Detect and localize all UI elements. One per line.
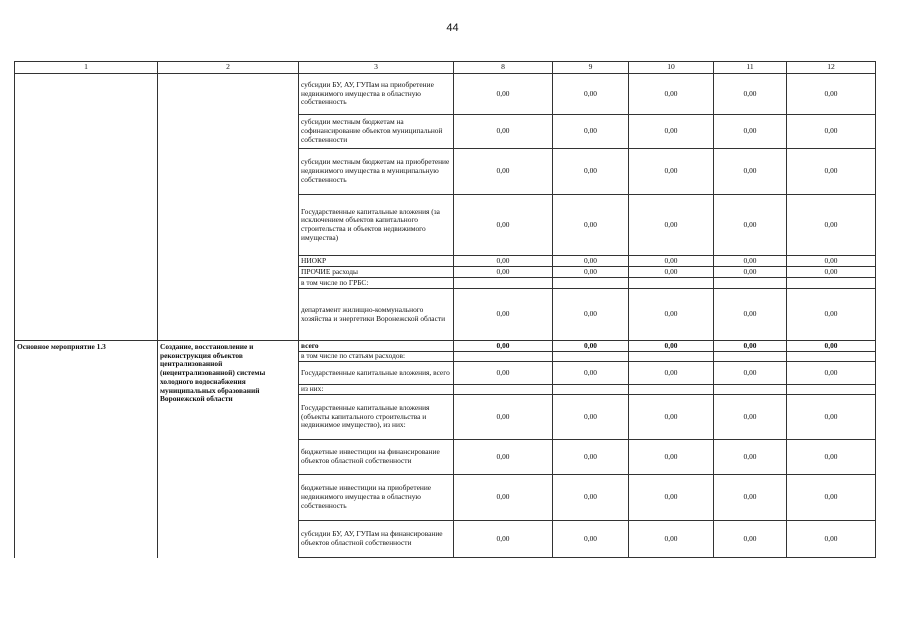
value-cell: 0,00 bbox=[714, 475, 787, 521]
value-cell: 0,00 bbox=[787, 475, 876, 521]
value-cell: 0,00 bbox=[629, 74, 714, 115]
value-cell: 0,00 bbox=[629, 149, 714, 195]
measure-cell-continued bbox=[15, 74, 158, 341]
value-cell: 0,00 bbox=[629, 256, 714, 267]
value-cell: 0,00 bbox=[629, 475, 714, 521]
budget-table bbox=[14, 61, 876, 558]
value-cell: 0,00 bbox=[454, 195, 553, 256]
value-cell: 0,00 bbox=[454, 267, 553, 278]
value-cell: 0,00 bbox=[553, 195, 629, 256]
value-cell bbox=[553, 385, 629, 395]
value-cell: 0,00 bbox=[454, 362, 553, 385]
value-cell: 0,00 bbox=[454, 115, 553, 149]
value-cell: 0,00 bbox=[553, 521, 629, 558]
value-cell: 0,00 bbox=[553, 341, 629, 352]
value-cell: 0,00 bbox=[787, 440, 876, 475]
value-cell: 0,00 bbox=[629, 115, 714, 149]
value-cell: 0,00 bbox=[787, 267, 876, 278]
value-cell: 0,00 bbox=[714, 195, 787, 256]
value-cell: 0,00 bbox=[629, 341, 714, 352]
value-cell bbox=[553, 278, 629, 289]
row-label: Государственные капитальные вложения (объекты капитального строительства и недвижимое имущество), из них: bbox=[299, 395, 454, 440]
value-cell bbox=[454, 385, 553, 395]
value-cell: 0,00 bbox=[553, 362, 629, 385]
row-label: департамент жилищно-коммунального хозяйства и энергетики Воронежской области bbox=[299, 289, 454, 341]
table-row bbox=[15, 74, 876, 115]
column-header: 12 bbox=[787, 62, 876, 74]
value-cell: 0,00 bbox=[787, 149, 876, 195]
row-label: НИОКР bbox=[299, 256, 454, 267]
value-cell bbox=[714, 385, 787, 395]
row-label: бюджетные инвестиции на приобретение недвижимого имущества в областную собственность bbox=[299, 475, 454, 521]
row-label: всего bbox=[299, 341, 454, 352]
row-label: бюджетные инвестиции на финансирование объектов областной собственности bbox=[299, 440, 454, 475]
value-cell: 0,00 bbox=[787, 195, 876, 256]
value-cell: 0,00 bbox=[454, 289, 553, 341]
value-cell: 0,00 bbox=[553, 289, 629, 341]
column-header: 11 bbox=[714, 62, 787, 74]
value-cell bbox=[787, 278, 876, 289]
row-label: ПРОЧИЕ расходы bbox=[299, 267, 454, 278]
value-cell: 0,00 bbox=[629, 267, 714, 278]
value-cell: 0,00 bbox=[714, 395, 787, 440]
column-header: 3 bbox=[299, 62, 454, 74]
value-cell: 0,00 bbox=[787, 362, 876, 385]
value-cell: 0,00 bbox=[787, 395, 876, 440]
value-cell: 0,00 bbox=[714, 115, 787, 149]
value-cell: 0,00 bbox=[454, 256, 553, 267]
measure-name: Основное мероприятие 1.3 bbox=[15, 341, 158, 558]
row-label: в том числе по ГРБС: bbox=[299, 278, 454, 289]
value-cell: 0,00 bbox=[553, 475, 629, 521]
table-row bbox=[15, 341, 876, 352]
value-cell: 0,00 bbox=[787, 289, 876, 341]
value-cell: 0,00 bbox=[787, 74, 876, 115]
value-cell: 0,00 bbox=[454, 341, 553, 352]
value-cell: 0,00 bbox=[629, 521, 714, 558]
measure-title: Создание, восстановление и реконструкция объектов централизованной (нецентрализованной) системы холодного водоснабжения муниципальных образований Воронежской области bbox=[158, 341, 299, 558]
value-cell: 0,00 bbox=[454, 395, 553, 440]
value-cell: 0,00 bbox=[454, 440, 553, 475]
value-cell: 0,00 bbox=[454, 74, 553, 115]
value-cell: 0,00 bbox=[553, 115, 629, 149]
value-cell: 0,00 bbox=[629, 395, 714, 440]
value-cell: 0,00 bbox=[714, 267, 787, 278]
value-cell: 0,00 bbox=[629, 440, 714, 475]
value-cell: 0,00 bbox=[629, 289, 714, 341]
value-cell: 0,00 bbox=[714, 341, 787, 352]
value-cell: 0,00 bbox=[553, 149, 629, 195]
value-cell bbox=[787, 385, 876, 395]
row-label: субсидии БУ, АУ, ГУПам на приобретение недвижимого имущества в областную собственность bbox=[299, 74, 454, 115]
row-label: Государственные капитальные вложения (за исключением объектов капитального строительства и объектов недвижимого имущества) bbox=[299, 195, 454, 256]
value-cell: 0,00 bbox=[714, 440, 787, 475]
value-cell bbox=[553, 352, 629, 362]
value-cell: 0,00 bbox=[714, 521, 787, 558]
row-label: Государственные капитальные вложения, всего bbox=[299, 362, 454, 385]
value-cell: 0,00 bbox=[787, 521, 876, 558]
page-number: 44 bbox=[446, 22, 459, 34]
value-cell bbox=[787, 352, 876, 362]
title-cell-continued bbox=[158, 74, 299, 341]
value-cell: 0,00 bbox=[553, 267, 629, 278]
value-cell: 0,00 bbox=[454, 475, 553, 521]
value-cell: 0,00 bbox=[714, 289, 787, 341]
value-cell: 0,00 bbox=[629, 195, 714, 256]
value-cell: 0,00 bbox=[553, 395, 629, 440]
value-cell: 0,00 bbox=[787, 256, 876, 267]
value-cell: 0,00 bbox=[714, 149, 787, 195]
value-cell: 0,00 bbox=[553, 74, 629, 115]
value-cell bbox=[714, 278, 787, 289]
row-label: в том числе по статьям расходов: bbox=[299, 352, 454, 362]
row-label: из них: bbox=[299, 385, 454, 395]
header-row bbox=[15, 62, 876, 74]
value-cell: 0,00 bbox=[714, 74, 787, 115]
column-header: 9 bbox=[553, 62, 629, 74]
value-cell: 0,00 bbox=[454, 149, 553, 195]
column-header: 1 bbox=[15, 62, 158, 74]
row-label: субсидии местным бюджетам на софинансирование объектов муниципальной собственности bbox=[299, 115, 454, 149]
value-cell: 0,00 bbox=[629, 362, 714, 385]
row-label: субсидии местным бюджетам на приобретение недвижимого имущества в муниципальную собственность bbox=[299, 149, 454, 195]
value-cell: 0,00 bbox=[714, 256, 787, 267]
value-cell bbox=[454, 278, 553, 289]
column-header: 10 bbox=[629, 62, 714, 74]
row-label: субсидии БУ, АУ, ГУПам на финансирование объектов областной собственности bbox=[299, 521, 454, 558]
value-cell: 0,00 bbox=[454, 521, 553, 558]
value-cell: 0,00 bbox=[553, 440, 629, 475]
value-cell: 0,00 bbox=[553, 256, 629, 267]
value-cell: 0,00 bbox=[787, 341, 876, 352]
value-cell bbox=[629, 278, 714, 289]
value-cell bbox=[629, 352, 714, 362]
value-cell bbox=[629, 385, 714, 395]
column-header: 2 bbox=[158, 62, 299, 74]
value-cell: 0,00 bbox=[787, 115, 876, 149]
value-cell bbox=[714, 352, 787, 362]
value-cell: 0,00 bbox=[714, 362, 787, 385]
value-cell bbox=[454, 352, 553, 362]
column-header: 8 bbox=[454, 62, 553, 74]
